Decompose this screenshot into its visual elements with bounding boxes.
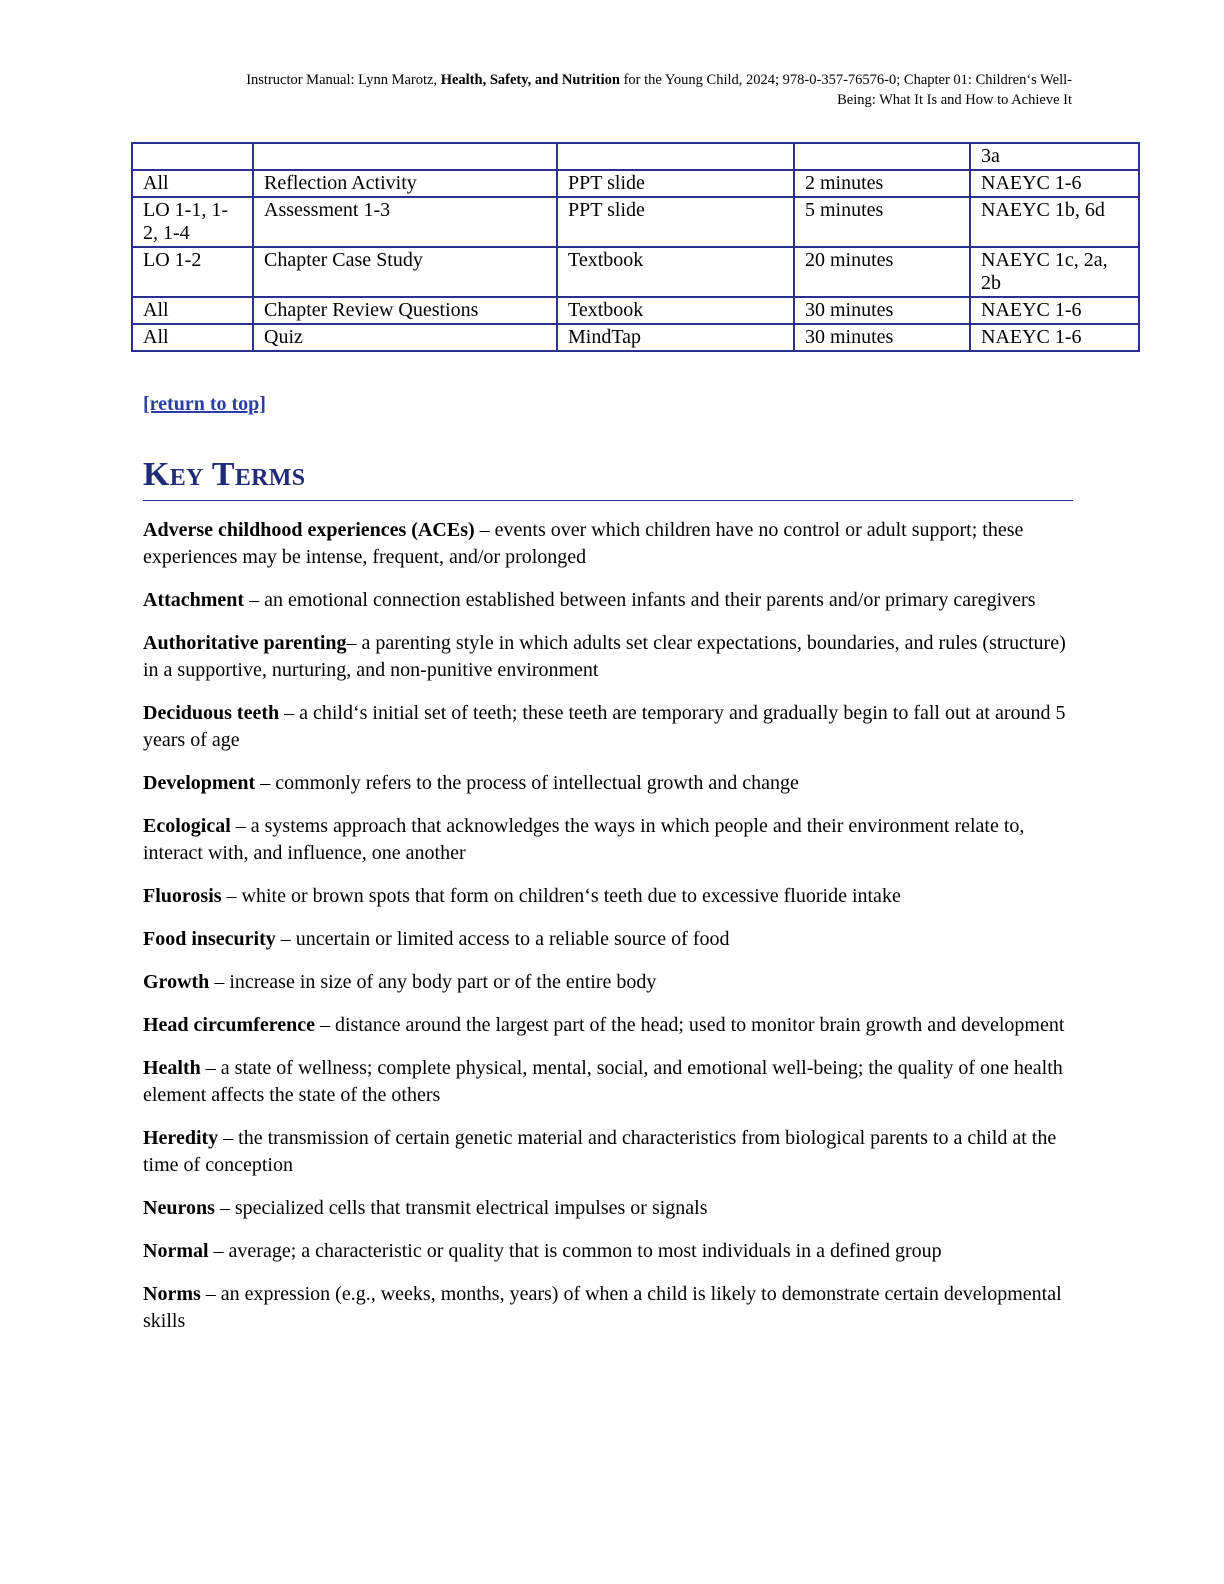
key-term-definition: – a state of wellness; complete physical, mental, social, and emotional well-being; the quality of one health element affects the state of the others	[143, 1057, 1063, 1106]
page-header	[160, 70, 1072, 110]
key-term-definition: – an emotional connection established between infants and their parents and/or primary caregivers	[244, 589, 1036, 611]
table-cell	[132, 143, 253, 170]
key-term-entry	[143, 1238, 1073, 1265]
table-cell: PPT slide	[557, 170, 794, 197]
table-cell: 3a	[970, 143, 1139, 170]
table-cell: NAEYC 1-6	[970, 297, 1139, 324]
key-term-entry	[143, 630, 1073, 684]
key-term-name: Deciduous teeth	[143, 702, 280, 724]
header-line-1	[160, 70, 1072, 90]
key-term-definition: – the transmission of certain genetic material and characteristics from biological parents to a child at the time of conception	[143, 1127, 1057, 1176]
table-cell: MindTap	[557, 324, 794, 351]
table-cell: PPT slide	[557, 197, 794, 247]
key-term-entry	[143, 770, 1073, 797]
table-row	[132, 197, 1139, 247]
header-prefix: Instructor Manual: Lynn Marotz,	[246, 72, 441, 88]
table-row	[132, 324, 1139, 351]
table-cell: 2 minutes	[794, 170, 970, 197]
key-term-definition: – a systems approach that acknowledges the ways in which people and their environment relate to, interact with, and influence, one another	[143, 815, 1025, 864]
key-term-entry	[143, 1195, 1073, 1222]
key-term-definition: – uncertain or limited access to a reliable source of food	[275, 928, 730, 950]
key-terms-list	[143, 517, 1073, 1351]
key-term-entry	[143, 813, 1073, 867]
table-cell: All	[132, 324, 253, 351]
table-cell	[557, 143, 794, 170]
table-cell: LO 1-2	[132, 247, 253, 297]
key-term-entry	[143, 587, 1073, 614]
table-cell: 20 minutes	[794, 247, 970, 297]
key-term-name: Head circumference	[143, 1014, 315, 1036]
key-term-name: Attachment	[143, 589, 245, 611]
key-term-name: Health	[143, 1057, 201, 1079]
table-cell	[794, 143, 970, 170]
key-term-name: Fluorosis	[143, 885, 222, 907]
key-term-name: Normal	[143, 1240, 209, 1262]
key-term-name: Heredity	[143, 1127, 219, 1149]
key-term-definition: – average; a characteristic or quality that is common to most individuals in a defined group	[208, 1240, 942, 1262]
table-cell: Assessment 1-3	[253, 197, 557, 247]
key-term-name: Norms	[143, 1283, 201, 1305]
table-cell: Chapter Review Questions	[253, 297, 557, 324]
table-cell	[253, 143, 557, 170]
table-cell: 5 minutes	[794, 197, 970, 247]
key-term-name: Food insecurity	[143, 928, 276, 950]
key-term-definition: – distance around the largest part of the head; used to monitor brain growth and development	[314, 1014, 1065, 1036]
key-term-name: Development	[143, 772, 256, 794]
key-term-name: Neurons	[143, 1197, 215, 1219]
key-term-name: Ecological	[143, 815, 231, 837]
key-term-entry	[143, 1125, 1073, 1179]
header-line-2: Being: What It Is and How to Achieve It	[837, 92, 1072, 108]
key-term-entry	[143, 969, 1073, 996]
table-row	[132, 297, 1139, 324]
key-term-entry	[143, 1055, 1073, 1109]
table-cell: Reflection Activity	[253, 170, 557, 197]
key-term-definition: – an expression (e.g., weeks, months, years) of when a child is likely to demonstrate certain developmental skills	[143, 1283, 1062, 1332]
table-cell: LO 1-1, 1-2, 1-4	[132, 197, 253, 247]
table-cell: Quiz	[253, 324, 557, 351]
table-cell: Textbook	[557, 297, 794, 324]
key-term-entry	[143, 700, 1073, 754]
header-suffix-1: for the Young Child, 2024; 978-0-357-76576-0; Chapter 01: Children‘s Well-	[619, 72, 1072, 88]
key-term-name: Authoritative parenting	[143, 632, 347, 654]
key-term-entry	[143, 926, 1073, 953]
key-term-entry	[143, 517, 1073, 571]
key-term-definition: – events over which children have no control or adult support; these experiences may be intense, frequent, and/or prolonged	[143, 519, 1024, 568]
activity-table-body	[132, 143, 1139, 351]
section-title-key-terms: Key Terms	[143, 456, 306, 493]
section-divider	[143, 500, 1073, 501]
table-cell: NAEYC 1c, 2a, 2b	[970, 247, 1139, 297]
key-term-definition: – commonly refers to the process of intellectual growth and change	[255, 772, 799, 794]
header-book-title: Health, Safety, and Nutrition	[440, 72, 620, 88]
table-cell: Chapter Case Study	[253, 247, 557, 297]
table-cell: NAEYC 1-6	[970, 170, 1139, 197]
key-term-entry	[143, 1281, 1073, 1335]
key-term-definition: – increase in size of any body part or of the entire body	[209, 971, 657, 993]
table-cell: All	[132, 170, 253, 197]
table-cell: 30 minutes	[794, 324, 970, 351]
key-term-name: Growth	[143, 971, 210, 993]
key-term-entry	[143, 883, 1073, 910]
table-cell: 30 minutes	[794, 297, 970, 324]
key-term-entry	[143, 1012, 1073, 1039]
return-to-top-link[interactable]: [return to top]	[143, 393, 266, 415]
key-term-definition: – specialized cells that transmit electrical impulses or signals	[214, 1197, 708, 1219]
key-term-name: Adverse childhood experiences (ACEs)	[143, 519, 475, 541]
table-cell: NAEYC 1b, 6d	[970, 197, 1139, 247]
key-term-definition: – white or brown spots that form on children‘s teeth due to excessive fluoride intake	[221, 885, 901, 907]
table-row	[132, 170, 1139, 197]
key-term-definition: – a child‘s initial set of teeth; these teeth are temporary and gradually begin to fall out at around 5 years of age	[143, 702, 1066, 751]
activity-table	[131, 142, 1140, 352]
table-cell: All	[132, 297, 253, 324]
table-cell: NAEYC 1-6	[970, 324, 1139, 351]
key-term-definition: – a parenting style in which adults set clear expectations, boundaries, and rules (structure) in a supportive, nurturing, and non-punitive environment	[143, 632, 1066, 681]
table-cell: Textbook	[557, 247, 794, 297]
table-row	[132, 247, 1139, 297]
table-row	[132, 143, 1139, 170]
